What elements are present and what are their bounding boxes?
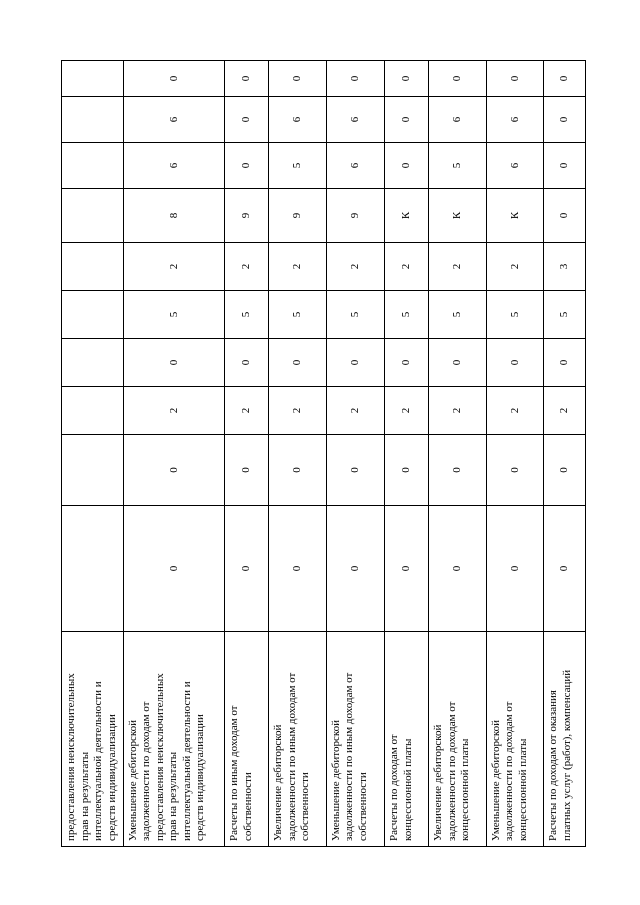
row-label-cell (62, 632, 124, 847)
row-label-line: Увеличение дебиторской (272, 724, 285, 841)
row-label-cell (385, 632, 429, 847)
code-digit-cell: 2 (486, 243, 544, 291)
row-label-cell (123, 632, 224, 847)
row-label-line: прав на результаты (78, 751, 91, 841)
code-digit-cell: 0 (544, 435, 586, 506)
code-digit-cell: 5 (429, 291, 487, 339)
code-digit-cell (62, 143, 124, 189)
code-digit-cell: 0 (326, 61, 385, 97)
accounts-table (61, 60, 586, 847)
table-row (326, 61, 385, 847)
code-digit-cell: 6 (326, 97, 385, 143)
code-digit-cell (62, 97, 124, 143)
table-row (486, 61, 544, 847)
table-row (385, 61, 429, 847)
row-label-line: Уменьшение дебиторской (126, 719, 139, 841)
code-digit-cell: 0 (269, 506, 327, 632)
code-digit-cell: 5 (269, 143, 327, 189)
code-digit-cell (62, 291, 124, 339)
row-label-line: Уменьшение дебиторской (489, 719, 502, 841)
code-digit-cell: 6 (326, 143, 385, 189)
code-digit-cell: 0 (544, 506, 586, 632)
code-digit-cell: 0 (269, 435, 327, 506)
row-label-line: средств индивидуализации (105, 714, 118, 841)
code-digit-cell: 0 (225, 435, 269, 506)
code-digit-cell (62, 435, 124, 506)
row-label-cell (269, 632, 327, 847)
code-digit-cell: 0 (544, 143, 586, 189)
code-digit-cell: 0 (269, 339, 327, 387)
code-digit-cell: 2 (225, 387, 269, 435)
code-digit-cell: 0 (544, 97, 586, 143)
row-label-line: Увеличение дебиторской (432, 724, 445, 841)
code-digit-cell: 5 (326, 291, 385, 339)
code-digit-cell: 0 (385, 339, 429, 387)
code-digit-cell: 5 (486, 291, 544, 339)
code-digit-cell: 0 (123, 506, 224, 632)
code-digit-cell: 0 (429, 339, 487, 387)
code-digit-cell: К (385, 189, 429, 243)
code-digit-cell: 0 (123, 61, 224, 97)
row-label-cell (486, 632, 544, 847)
code-digit-cell: 0 (544, 189, 586, 243)
row-label-line: концессионной платы (459, 738, 472, 841)
table-row (544, 61, 586, 847)
code-digit-cell (62, 506, 124, 632)
code-digit-cell (62, 339, 124, 387)
code-digit-cell: 2 (385, 387, 429, 435)
code-digit-cell: 0 (326, 435, 385, 506)
code-digit-cell: 2 (225, 243, 269, 291)
code-digit-cell: 0 (385, 143, 429, 189)
code-digit-cell: 0 (429, 61, 487, 97)
row-label-line: прав на результаты (167, 751, 180, 841)
code-digit-cell: 0 (326, 506, 385, 632)
table-row (123, 61, 224, 847)
code-digit-cell: 6 (269, 97, 327, 143)
code-digit-cell: 0 (385, 61, 429, 97)
code-digit-cell: К (429, 189, 487, 243)
code-digit-cell: 2 (385, 243, 429, 291)
code-digit-cell: 8 (123, 189, 224, 243)
row-label-cell (225, 632, 269, 847)
code-digit-cell: 9 (269, 189, 327, 243)
row-label-line: собственности (356, 772, 369, 841)
row-label-line: предоставления неисключительных (153, 673, 166, 841)
code-digit-cell: 2 (486, 387, 544, 435)
code-digit-cell: 9 (326, 189, 385, 243)
code-digit-cell (62, 387, 124, 435)
code-digit-cell: 0 (225, 506, 269, 632)
code-digit-cell: 0 (385, 435, 429, 506)
code-digit-cell: 2 (429, 387, 487, 435)
row-label-line: Расчеты по доходам от (388, 734, 401, 841)
code-digit-cell: 0 (225, 97, 269, 143)
code-digit-cell: 0 (385, 97, 429, 143)
code-digit-cell: 0 (429, 506, 487, 632)
code-digit-cell: 6 (123, 143, 224, 189)
code-digit-cell: 6 (429, 97, 487, 143)
code-digit-cell: 5 (123, 291, 224, 339)
code-digit-cell: 0 (544, 339, 586, 387)
code-digit-cell: 2 (269, 243, 327, 291)
table-row (225, 61, 269, 847)
code-digit-cell: 2 (123, 387, 224, 435)
code-digit-cell: 0 (429, 435, 487, 506)
row-label-line: средств индивидуализации (194, 714, 207, 841)
row-label-line: собственности (241, 772, 254, 841)
row-label-line: задолженности по иным доходам от (285, 672, 298, 841)
code-digit-cell: 0 (486, 61, 544, 97)
code-digit-cell (62, 61, 124, 97)
code-digit-cell: 6 (486, 143, 544, 189)
row-label-cell (544, 632, 586, 847)
row-label-line: интеллектуальной деятельности и (180, 681, 193, 841)
code-digit-cell: 0 (486, 339, 544, 387)
code-digit-cell: 5 (544, 291, 586, 339)
row-label-line: Уменьшение дебиторской (329, 719, 342, 841)
row-label-line: предоставления неисключительных (65, 673, 77, 841)
code-digit-cell: 2 (544, 387, 586, 435)
row-label-line: задолженности по доходам от (503, 701, 516, 841)
row-label-line: собственности (299, 772, 312, 841)
row-label-line: Расчеты по иным доходам от (228, 705, 241, 841)
row-label-line: интеллектуальной деятельности и (92, 681, 104, 841)
table-body (62, 61, 586, 847)
code-digit-cell: 6 (486, 97, 544, 143)
rotated-table-container (61, 61, 586, 847)
row-label-line: задолженности по доходам от (140, 701, 153, 841)
code-digit-cell (62, 189, 124, 243)
code-digit-cell: 5 (269, 291, 327, 339)
code-digit-cell: 5 (385, 291, 429, 339)
table-row (62, 61, 124, 847)
row-label-cell (326, 632, 385, 847)
code-digit-cell: 2 (429, 243, 487, 291)
code-digit-cell: 6 (123, 97, 224, 143)
code-digit-cell: 0 (544, 61, 586, 97)
code-digit-cell: 0 (225, 339, 269, 387)
code-digit-cell: 0 (225, 61, 269, 97)
code-digit-cell: 0 (225, 143, 269, 189)
code-digit-cell: 9 (225, 189, 269, 243)
table-row (429, 61, 487, 847)
code-digit-cell: К (486, 189, 544, 243)
row-label-line: концессионной платы (516, 738, 529, 841)
code-digit-cell: 2 (269, 387, 327, 435)
row-label-line: платных услуг (работ), компенсаций (560, 669, 573, 841)
table-row (269, 61, 327, 847)
row-label-line: Расчеты по доходам от оказания (547, 690, 560, 841)
code-digit-cell: 0 (486, 435, 544, 506)
code-digit-cell: 3 (544, 243, 586, 291)
row-label-line: концессионной платы (401, 738, 414, 841)
row-label-cell (429, 632, 487, 847)
code-digit-cell: 0 (269, 61, 327, 97)
row-label-line: задолженности по иным доходам от (343, 672, 356, 841)
code-digit-cell: 5 (429, 143, 487, 189)
code-digit-cell: 0 (486, 506, 544, 632)
code-digit-cell (62, 243, 124, 291)
code-digit-cell: 2 (123, 243, 224, 291)
code-digit-cell: 2 (326, 387, 385, 435)
code-digit-cell: 0 (123, 339, 224, 387)
code-digit-cell: 5 (225, 291, 269, 339)
code-digit-cell: 0 (385, 506, 429, 632)
code-digit-cell: 0 (326, 339, 385, 387)
row-label-line: задолженности по доходам от (445, 701, 458, 841)
code-digit-cell: 2 (326, 243, 385, 291)
code-digit-cell: 0 (123, 435, 224, 506)
